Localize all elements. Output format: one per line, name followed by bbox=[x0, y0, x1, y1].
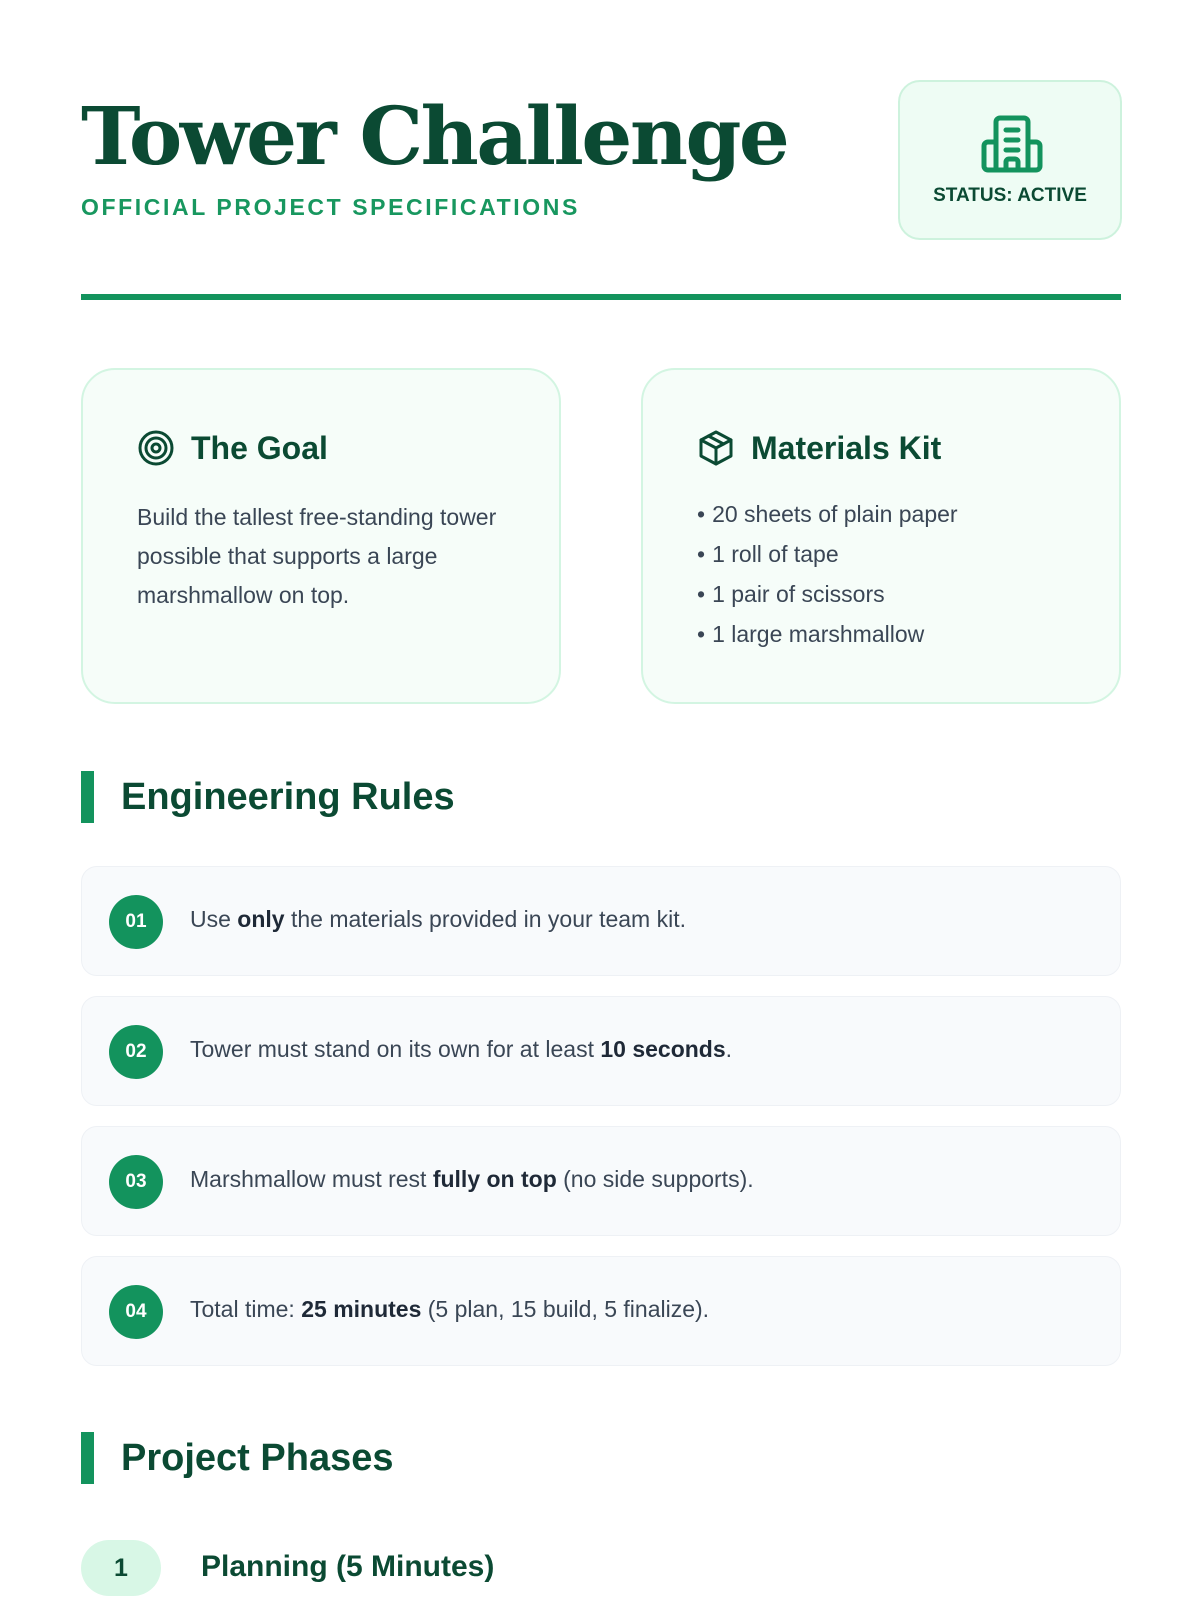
target-icon bbox=[137, 429, 175, 467]
materials-item: • 1 large marshmallow bbox=[697, 614, 958, 654]
materials-item: • 20 sheets of plain paper bbox=[697, 494, 958, 534]
page-header bbox=[81, 80, 1121, 240]
rule-text: Total time: 25 minutes (5 plan, 15 build, 5 finalize). bbox=[190, 1296, 710, 1322]
rules-section-title: Engineering Rules bbox=[121, 776, 455, 818]
page-title: Tower Challenge bbox=[81, 89, 788, 183]
materials-card-header bbox=[697, 428, 941, 468]
rule-text: Tower must stand on its own for at least 10 seconds. bbox=[190, 1036, 733, 1062]
phase-title: Planning (5 Minutes) bbox=[201, 1550, 495, 1583]
status-badge bbox=[898, 80, 1122, 240]
page-subtitle: OFFICIAL PROJECT SPECIFICATIONS bbox=[81, 194, 580, 220]
rule-item-04 bbox=[81, 1256, 1121, 1366]
rule-number: 02 bbox=[109, 1025, 163, 1079]
goal-title: The Goal bbox=[191, 429, 328, 466]
phase-number: 1 bbox=[81, 1540, 161, 1596]
section-accent-bar bbox=[81, 771, 94, 823]
header-divider bbox=[81, 294, 1121, 300]
status-label: STATUS: ACTIVE bbox=[933, 185, 1087, 206]
materials-title: Materials Kit bbox=[751, 429, 942, 466]
goal-card bbox=[81, 368, 561, 704]
phase-item-1 bbox=[81, 1540, 1121, 1600]
rule-number: 03 bbox=[109, 1155, 163, 1209]
rule-text: Marshmallow must rest fully on top (no side supports). bbox=[190, 1166, 754, 1192]
goal-card-header bbox=[137, 428, 328, 468]
rule-number: 04 bbox=[109, 1285, 163, 1339]
box-icon bbox=[697, 429, 735, 467]
rule-item-02 bbox=[81, 996, 1121, 1106]
building-icon bbox=[980, 114, 1044, 174]
materials-list bbox=[697, 494, 958, 654]
goal-text: Build the tallest free-standing tower possible that supports a large marshmallow on top. bbox=[137, 504, 497, 608]
rule-number: 01 bbox=[109, 895, 163, 949]
rule-text: Use only the materials provided in your team kit. bbox=[190, 906, 686, 932]
rule-item-01 bbox=[81, 866, 1121, 976]
materials-item: • 1 roll of tape bbox=[697, 534, 958, 574]
materials-item: • 1 pair of scissors bbox=[697, 574, 958, 614]
section-accent-bar bbox=[81, 1432, 94, 1484]
phases-section-title: Project Phases bbox=[121, 1437, 394, 1479]
materials-card bbox=[641, 368, 1121, 704]
rule-item-03 bbox=[81, 1126, 1121, 1236]
